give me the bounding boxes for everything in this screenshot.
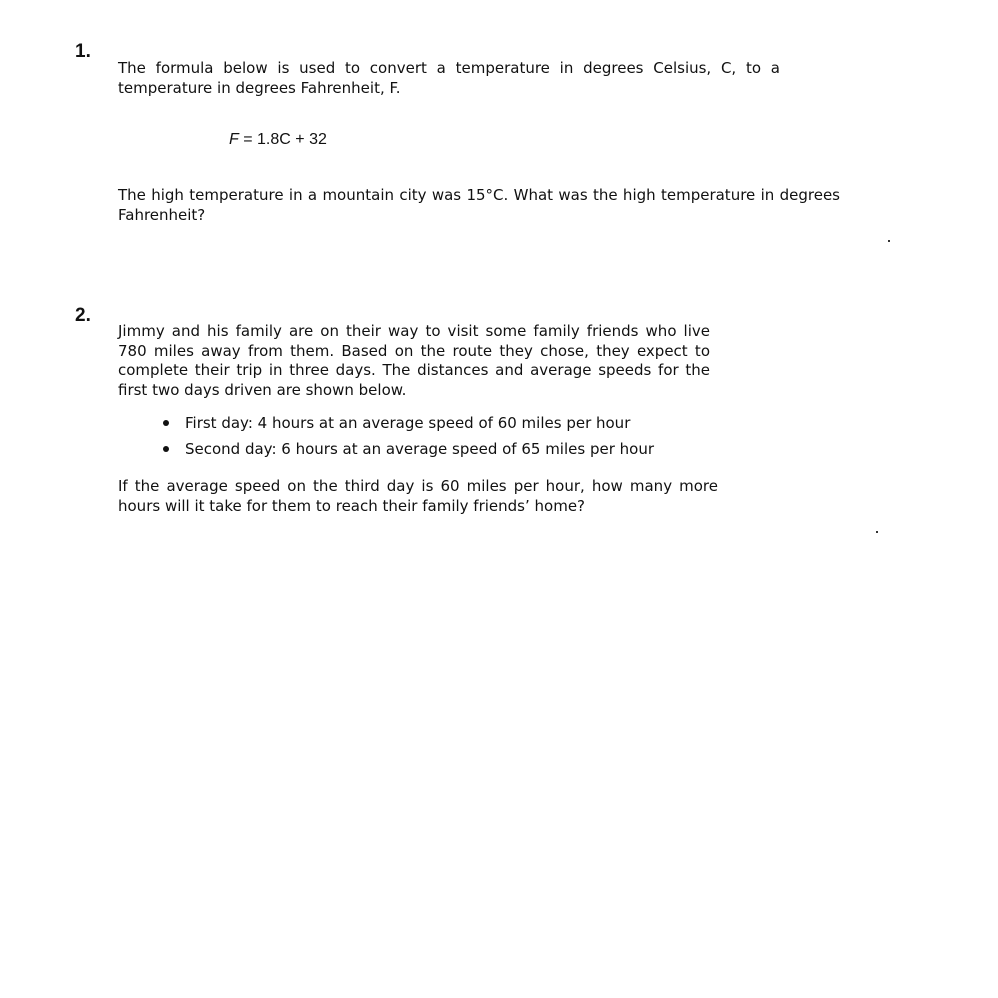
bullet-icon — [163, 420, 169, 426]
formula-coefficient: = 1.8 — [238, 131, 280, 148]
question-1-prompt: The high temperature in a mountain city was 15°C. What was the high temperature in degrees Fahrenheit? — [118, 186, 840, 224]
formula-constant: + 32 — [290, 131, 327, 148]
question-1-number: 1. — [75, 41, 91, 62]
formula-rhs-variable: C — [279, 131, 291, 148]
list-item-text: Second day: 6 hours at an average speed of 65 miles per hour — [185, 440, 654, 458]
question-2-prompt: If the average speed on the third day is 60 miles per hour, how many more hours will it take for them to reach their family friends’ home? — [118, 477, 718, 515]
scan-speck — [888, 240, 890, 242]
list-item — [160, 412, 654, 438]
scan-speck — [876, 531, 878, 533]
bullet-icon — [163, 446, 169, 452]
question-2-intro: Jimmy and his family are on their way to visit some family friends who live 780 miles away from them. Based on the route they chose, they expect to complete their trip in three days. The distances and average speeds for the first two days driven are shown below. — [118, 322, 710, 399]
list-item-text: First day: 4 hours at an average speed of 60 miles per hour — [185, 414, 631, 432]
formula-lhs-variable: F — [229, 131, 239, 148]
trip-days-list — [160, 412, 654, 464]
list-item — [160, 438, 654, 464]
question-2-number: 2. — [75, 305, 91, 326]
question-1-intro: The formula below is used to convert a temperature in degrees Celsius, C, to a temperature in degrees Fahrenheit, F. — [118, 59, 780, 97]
temperature-formula — [229, 130, 327, 150]
